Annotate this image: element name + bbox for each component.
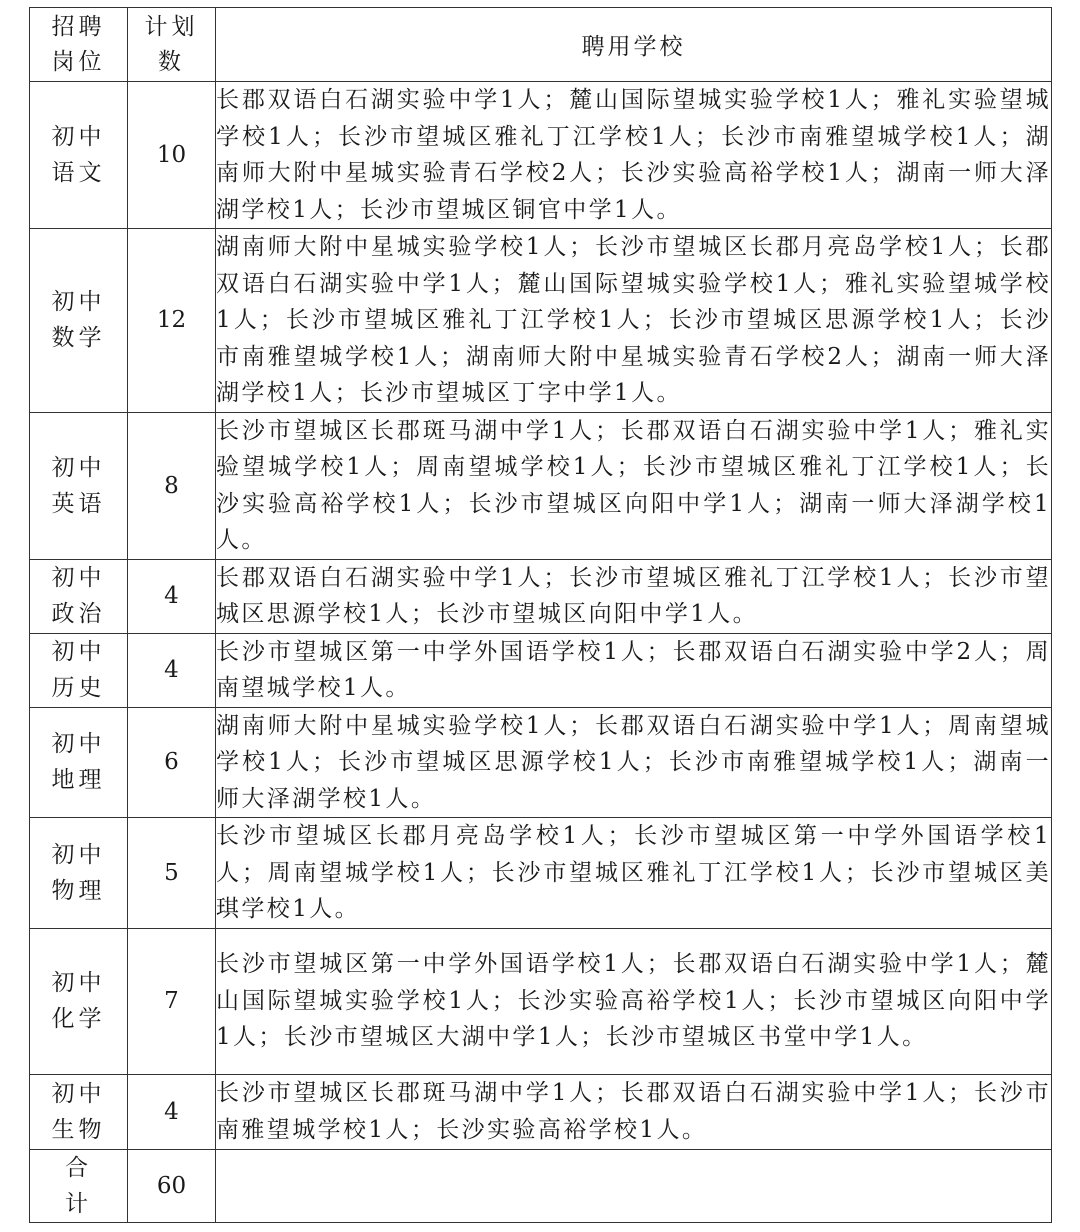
total-label-line2: 计 [65,1190,92,1217]
post-line2: 数学 [51,325,106,352]
header-row [30,8,1052,82]
count-cell: 4 [128,1074,216,1149]
table-row [30,229,1052,413]
schools-cell: 湖南师大附中星城实验学校1人；长郡双语白石湖实验中学1人；周南望城学校1人；长沙市望城区思源学校1人；长沙市南雅望城学校1人；湖南一师大泽湖学校1人。 [216,707,1052,818]
schools-cell: 长郡双语白石湖实验中学1人；麓山国际望城实验学校1人；雅礼实验望城学校1人；长沙市望城区雅礼丁江学校1人；长沙市南雅望城学校1人；湖南师大附中星城实验青石学校2人；长沙实验高裕学校1人；湖南一师大泽湖学校1人；长沙市望城区铜官中学1人。 [216,82,1052,229]
post-line2: 语文 [51,160,106,186]
schools-cell: 长沙市望城区长郡斑马湖中学1人；长郡双语白石湖实验中学1人；雅礼实验望城学校1人；周南望城学校1人；长沙市望城区雅礼丁江学校1人；长沙实验高裕学校1人；长沙市望城区向阳中学1人；湖南一师大泽湖学校1人。 [216,412,1052,559]
count-cell: 8 [128,412,216,559]
total-label-line1: 合 [65,1154,92,1181]
recruitment-table [29,7,1052,1223]
post-cell [30,1074,128,1149]
post-cell [30,633,128,707]
post-cell [30,229,128,413]
post-line1: 初中 [51,289,106,316]
post-line1: 初中 [51,841,106,868]
header-count-line1: 计划 [144,13,199,40]
count-cell: 5 [128,818,216,929]
count-cell: 4 [128,559,216,633]
header-count [128,8,216,82]
post-cell [30,82,128,229]
count-cell: 6 [128,707,216,818]
post-line2: 化学 [51,1006,106,1032]
table-row [30,707,1052,818]
table-row [30,1074,1052,1149]
post-cell [30,818,128,929]
header-post-line2: 岗位 [51,48,106,75]
header-count-line2: 数 [158,48,185,75]
table-row [30,633,1052,707]
schools-cell: 长沙市望城区第一中学外国语学校1人；长郡双语白石湖实验中学2人；周南望城学校1人。 [216,633,1052,707]
schools-cell: 长沙市望城区第一中学外国语学校1人；长郡双语白石湖实验中学1人；麓山国际望城实验学校1人；长沙实验高裕学校1人；长沙市望城区向阳中学1人；长沙市望城区大湖中学1人；长沙市望城区书堂中学1人。 [216,928,1052,1074]
post-line1: 初中 [51,1080,106,1107]
post-cell [30,559,128,633]
header-post-line1: 招聘 [51,13,106,40]
post-line1: 初中 [51,454,106,481]
total-count-cell: 60 [128,1149,216,1222]
table-row [30,928,1052,1074]
schools-cell: 湖南师大附中星城实验学校1人；长沙市望城区长郡月亮岛学校1人；长郡双语白石湖实验中学1人；麓山国际望城实验学校1人；雅礼实验望城学校1人；长沙市望城区雅礼丁江学校1人；长沙市望城区思源学校1人；长沙市南雅望城学校1人；湖南师大附中星城实验青石学校2人；湖南一师大泽湖学校1人；长沙市望城区丁字中学1人。 [216,229,1052,413]
total-label-cell [30,1149,128,1222]
post-line2: 历史 [51,675,106,701]
table-row [30,818,1052,929]
table-row [30,412,1052,559]
post-line2: 地理 [51,767,106,794]
table-row [30,82,1052,229]
total-row [30,1149,1052,1222]
table-row [30,559,1052,633]
count-cell: 12 [128,229,216,413]
post-line2: 英语 [51,490,106,517]
schools-cell: 长郡双语白石湖实验中学1人；长沙市望城区雅礼丁江学校1人；长沙市望城区思源学校1人；长沙市望城区向阳中学1人。 [216,559,1052,633]
header-school: 聘用学校 [216,8,1052,82]
header-post [30,8,128,82]
post-line1: 初中 [51,731,106,758]
post-line2: 政治 [51,601,106,627]
post-line2: 生物 [51,1116,106,1143]
post-cell [30,707,128,818]
post-cell [30,928,128,1074]
count-cell: 10 [128,82,216,229]
post-line1: 初中 [51,124,106,150]
post-line1: 初中 [51,639,106,665]
total-schools-cell [216,1149,1052,1222]
schools-cell: 长沙市望城区长郡斑马湖中学1人；长郡双语白石湖实验中学1人；长沙市南雅望城学校1人；长沙实验高裕学校1人。 [216,1074,1052,1149]
post-cell [30,412,128,559]
schools-cell: 长沙市望城区长郡月亮岛学校1人；长沙市望城区第一中学外国语学校1人；周南望城学校1人；长沙市望城区雅礼丁江学校1人；长沙市望城区美琪学校1人。 [216,818,1052,929]
count-cell: 4 [128,633,216,707]
count-cell: 7 [128,928,216,1074]
post-line1: 初中 [51,565,106,591]
post-line2: 物理 [51,877,106,904]
post-line1: 初中 [51,970,106,996]
